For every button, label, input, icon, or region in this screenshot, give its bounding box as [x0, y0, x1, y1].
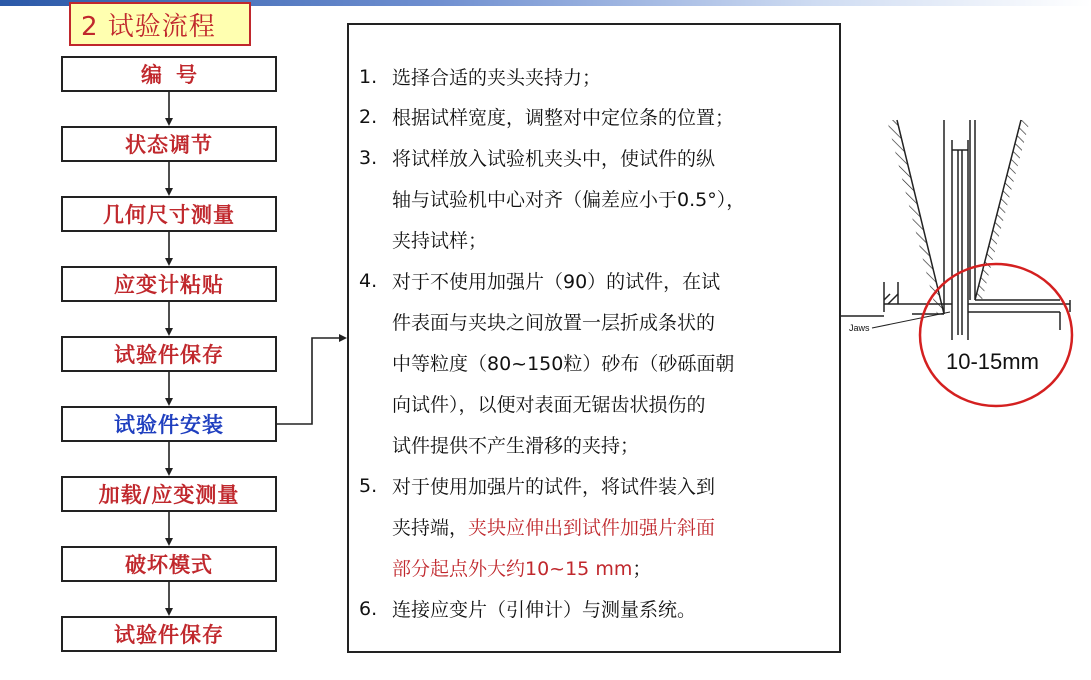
- jaws-leader: [872, 312, 950, 328]
- step-5-line-1: 5. 对于使用加强片的试件，将试件装入到: [359, 474, 716, 498]
- step-6-line-1: 6. 连接应变片（引伸计）与测量系统。: [359, 597, 697, 621]
- step-1-line-1: 1. 选择合适的夹头夹持力；: [359, 65, 602, 89]
- jaws-label: Jaws: [849, 323, 870, 333]
- step-2-line-1: 2. 根据试样宽度，调整对中定位条的位置；: [359, 105, 735, 129]
- step-4-line-1: 4. 对于不使用加强片（90）的试件，在试: [359, 269, 721, 293]
- section-title: 2 试验流程: [69, 2, 251, 46]
- step-5-highlight: 夹块应伸出到试件加强片斜面: [468, 517, 716, 539]
- step-4-line-2: 件表面与夹块之间放置一层折成条状的: [392, 312, 716, 334]
- flow-step-8: 破坏模式: [61, 546, 277, 582]
- step-5-plain: 夹持端，: [392, 517, 469, 539]
- flow-step-5: 试验件保存: [61, 336, 277, 372]
- flow-step-2: 状态调节: [61, 126, 277, 162]
- step-5-end: ；: [632, 558, 652, 580]
- right-jaw: [970, 120, 1060, 300]
- flow-step-1: 编号: [61, 56, 277, 92]
- dimension-label: 10-15mm: [946, 349, 1039, 374]
- step-5-highlight-cont: 部分起点外大约10~15 mm: [392, 558, 633, 580]
- step-4-line-4: 向试件），以便对表面无锯齿状损伤的: [392, 394, 706, 416]
- step-3-line-1: 3. 将试样放入试验机夹头中，使试件的纵: [359, 146, 716, 170]
- step-4-line-5: 试件提供不产生滑移的夹持；: [392, 435, 640, 457]
- step-3-line-2: 轴与试验机中心对齐（偏差应小于0.5°），: [392, 189, 746, 211]
- specimen: [952, 140, 968, 340]
- left-jaw: [887, 120, 944, 314]
- flow-step-9: 试验件保存: [61, 616, 277, 652]
- flow-step-3: 几何尺寸测量: [61, 196, 277, 232]
- step-3-line-3: 夹持试样；: [392, 230, 488, 252]
- highlight-circle: [920, 264, 1072, 406]
- flow-step-4: 应变计粘贴: [61, 266, 277, 302]
- step-4-line-3: 中等粒度（80~150粒）砂布（砂砾面朝: [392, 353, 735, 375]
- flow-step-6: 试验件安装: [61, 406, 277, 442]
- flow-step-7: 加载/应变测量: [61, 476, 277, 512]
